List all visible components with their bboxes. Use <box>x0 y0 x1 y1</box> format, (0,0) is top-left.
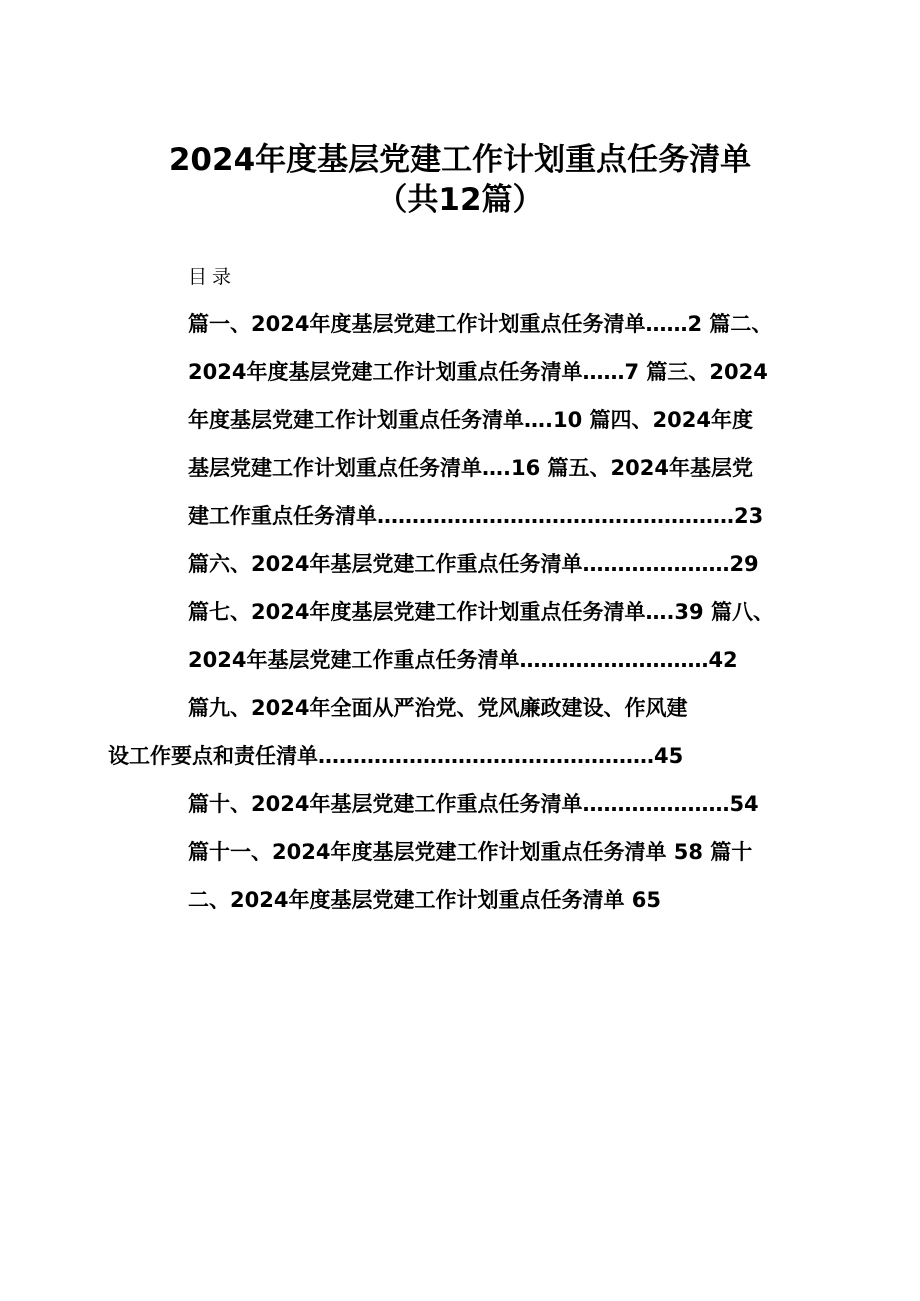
toc-line: 2024年基层党建工作重点任务清单………………………42 <box>188 648 738 672</box>
toc-line: 建工作重点任务清单……………………………………………23 <box>188 504 764 528</box>
toc-heading: 目录 <box>188 266 237 288</box>
toc-line: 二、2024年度基层党建工作计划重点任务清单 65 <box>188 888 661 912</box>
toc-line: 基层党建工作计划重点任务清单….16 篇五、2024年基层党 <box>188 456 753 480</box>
toc-line: 篇七、2024年度基层党建工作计划重点任务清单….39 篇八、 <box>188 600 774 624</box>
toc-line: 年度基层党建工作计划重点任务清单….10 篇四、2024年度 <box>188 408 753 432</box>
toc-line: 设工作要点和责任清单…………………………………………45 <box>108 744 684 768</box>
toc-line: 篇六、2024年基层党建工作重点任务清单…………………29 <box>188 552 759 576</box>
document-subtitle: （共12篇） <box>376 182 544 218</box>
document-title: 2024年度基层党建工作计划重点任务清单 <box>168 142 752 178</box>
toc-line: 篇九、2024年全面从严治党、党风廉政建设、作风建 <box>188 696 688 720</box>
toc-line: 2024年度基层党建工作计划重点任务清单……7 篇三、2024 <box>188 360 768 384</box>
toc-line: 篇十、2024年基层党建工作重点任务清单…………………54 <box>188 792 759 816</box>
toc-line: 篇十一、2024年度基层党建工作计划重点任务清单 58 篇十 <box>188 840 753 864</box>
toc-line: 篇一、2024年度基层党建工作计划重点任务清单……2 篇二、 <box>188 312 773 336</box>
